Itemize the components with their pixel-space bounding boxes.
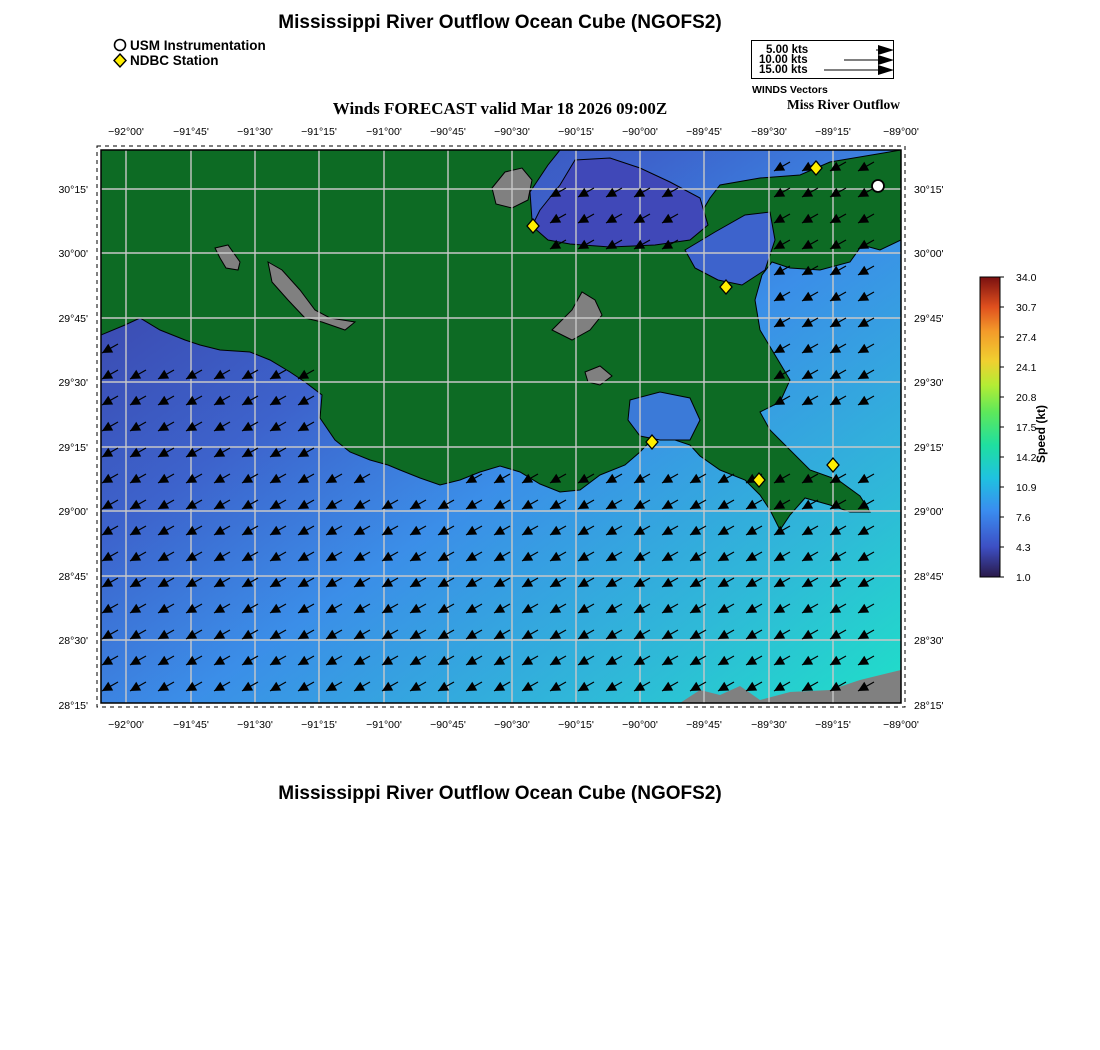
colorbar-tick: 7.6: [1016, 512, 1031, 524]
colorbar-label: Speed (kt): [1034, 405, 1048, 464]
lat-tick-left: 29°15': [58, 442, 88, 454]
lon-tick-bottom: −89°15': [815, 719, 851, 731]
lon-tick-top: −89°00': [883, 126, 919, 138]
lon-tick-bottom: −89°30': [751, 719, 787, 731]
page-title: Mississippi River Outflow Ocean Cube (NGOFS2): [278, 12, 722, 33]
lon-tick-bottom: −91°00': [366, 719, 402, 731]
colorbar-tick: 34.0: [1016, 272, 1037, 284]
usm-station-marker[interactable]: [872, 180, 884, 192]
colorbar-tick: 1.0: [1016, 572, 1031, 584]
lon-tick-bottom: −89°00': [883, 719, 919, 731]
lon-tick-bottom: −91°45': [173, 719, 209, 731]
vector-key-caption: WINDS Vectors: [752, 84, 828, 96]
lat-tick-right: 28°15': [914, 700, 944, 712]
colorbar-tick: 30.7: [1016, 302, 1037, 314]
lon-tick-top: −91°45': [173, 126, 209, 138]
lon-tick-top: −89°45': [686, 126, 722, 138]
lat-tick-left: 28°30': [58, 635, 88, 647]
lat-tick-left: 29°00': [58, 506, 88, 518]
lat-tick-right: 29°15': [914, 442, 944, 454]
colorbar-ticks: [1000, 272, 1037, 584]
lat-tick-left: 29°45': [58, 313, 88, 325]
lat-tick-right: 29°45': [914, 313, 944, 325]
lat-tick-left: 30°15': [58, 184, 88, 196]
colorbar-tick: 17.5: [1016, 422, 1037, 434]
longitude-ticks-bottom: [108, 719, 919, 731]
colorbar-tick: 10.9: [1016, 482, 1037, 494]
lat-tick-right: 30°00': [914, 248, 944, 260]
lon-tick-top: −90°15': [558, 126, 594, 138]
latitude-ticks-right: [914, 184, 944, 712]
longitude-ticks-top: [108, 126, 919, 138]
lon-tick-bottom: −90°00': [622, 719, 658, 731]
lat-tick-right: 29°30': [914, 377, 944, 389]
lon-tick-top: −91°15': [301, 126, 337, 138]
legend-ndbc-label: NDBC Station: [130, 53, 219, 68]
lon-tick-bottom: −92°00': [108, 719, 144, 731]
lon-tick-bottom: −89°45': [686, 719, 722, 731]
lat-tick-left: 29°30': [58, 377, 88, 389]
lon-tick-bottom: −90°30': [494, 719, 530, 731]
lon-tick-bottom: −90°15': [558, 719, 594, 731]
footer-title: Mississippi River Outflow Ocean Cube (NGOFS2): [278, 783, 722, 804]
lon-tick-top: −89°30': [751, 126, 787, 138]
vector-key-label-15: 15.00 kts: [759, 64, 808, 76]
colorbar-tick: 4.3: [1016, 542, 1031, 554]
legend-usm-label: USM Instrumentation: [130, 38, 266, 53]
lat-tick-right: 29°00': [914, 506, 944, 518]
lon-tick-top: −92°00': [108, 126, 144, 138]
lon-tick-top: −90°45': [430, 126, 466, 138]
lon-tick-top: −91°00': [366, 126, 402, 138]
lon-tick-top: −89°15': [815, 126, 851, 138]
vector-key-label-10: 10.00 kts: [759, 54, 808, 66]
lat-tick-left: 28°15': [58, 700, 88, 712]
forecast-subtitle: Winds FORECAST valid Mar 18 2026 09:00Z: [332, 99, 668, 118]
colorbar-tick: 24.1: [1016, 362, 1037, 374]
lat-tick-right: 28°45': [914, 571, 944, 583]
lon-tick-top: −91°30': [237, 126, 273, 138]
latitude-ticks-left: [58, 184, 88, 712]
barataria-bay: [628, 392, 700, 440]
lat-tick-right: 30°15': [914, 184, 944, 196]
lon-tick-bottom: −91°15': [301, 719, 337, 731]
lat-tick-left: 30°00': [58, 248, 88, 260]
colorbar: [980, 277, 1000, 577]
lat-tick-left: 28°45': [58, 571, 88, 583]
lon-tick-bottom: −90°45': [430, 719, 466, 731]
lon-tick-bottom: −91°30': [237, 719, 273, 731]
vector-key-label-5: 5.00 kts: [766, 44, 809, 56]
lon-tick-top: −90°00': [622, 126, 658, 138]
region-label: Miss River Outflow: [787, 97, 900, 112]
lat-tick-right: 28°30': [914, 635, 944, 647]
colorbar-tick: 27.4: [1016, 332, 1037, 344]
colorbar-tick: 14.2: [1016, 452, 1037, 464]
lon-tick-top: −90°30': [494, 126, 530, 138]
colorbar-tick: 20.8: [1016, 392, 1037, 404]
